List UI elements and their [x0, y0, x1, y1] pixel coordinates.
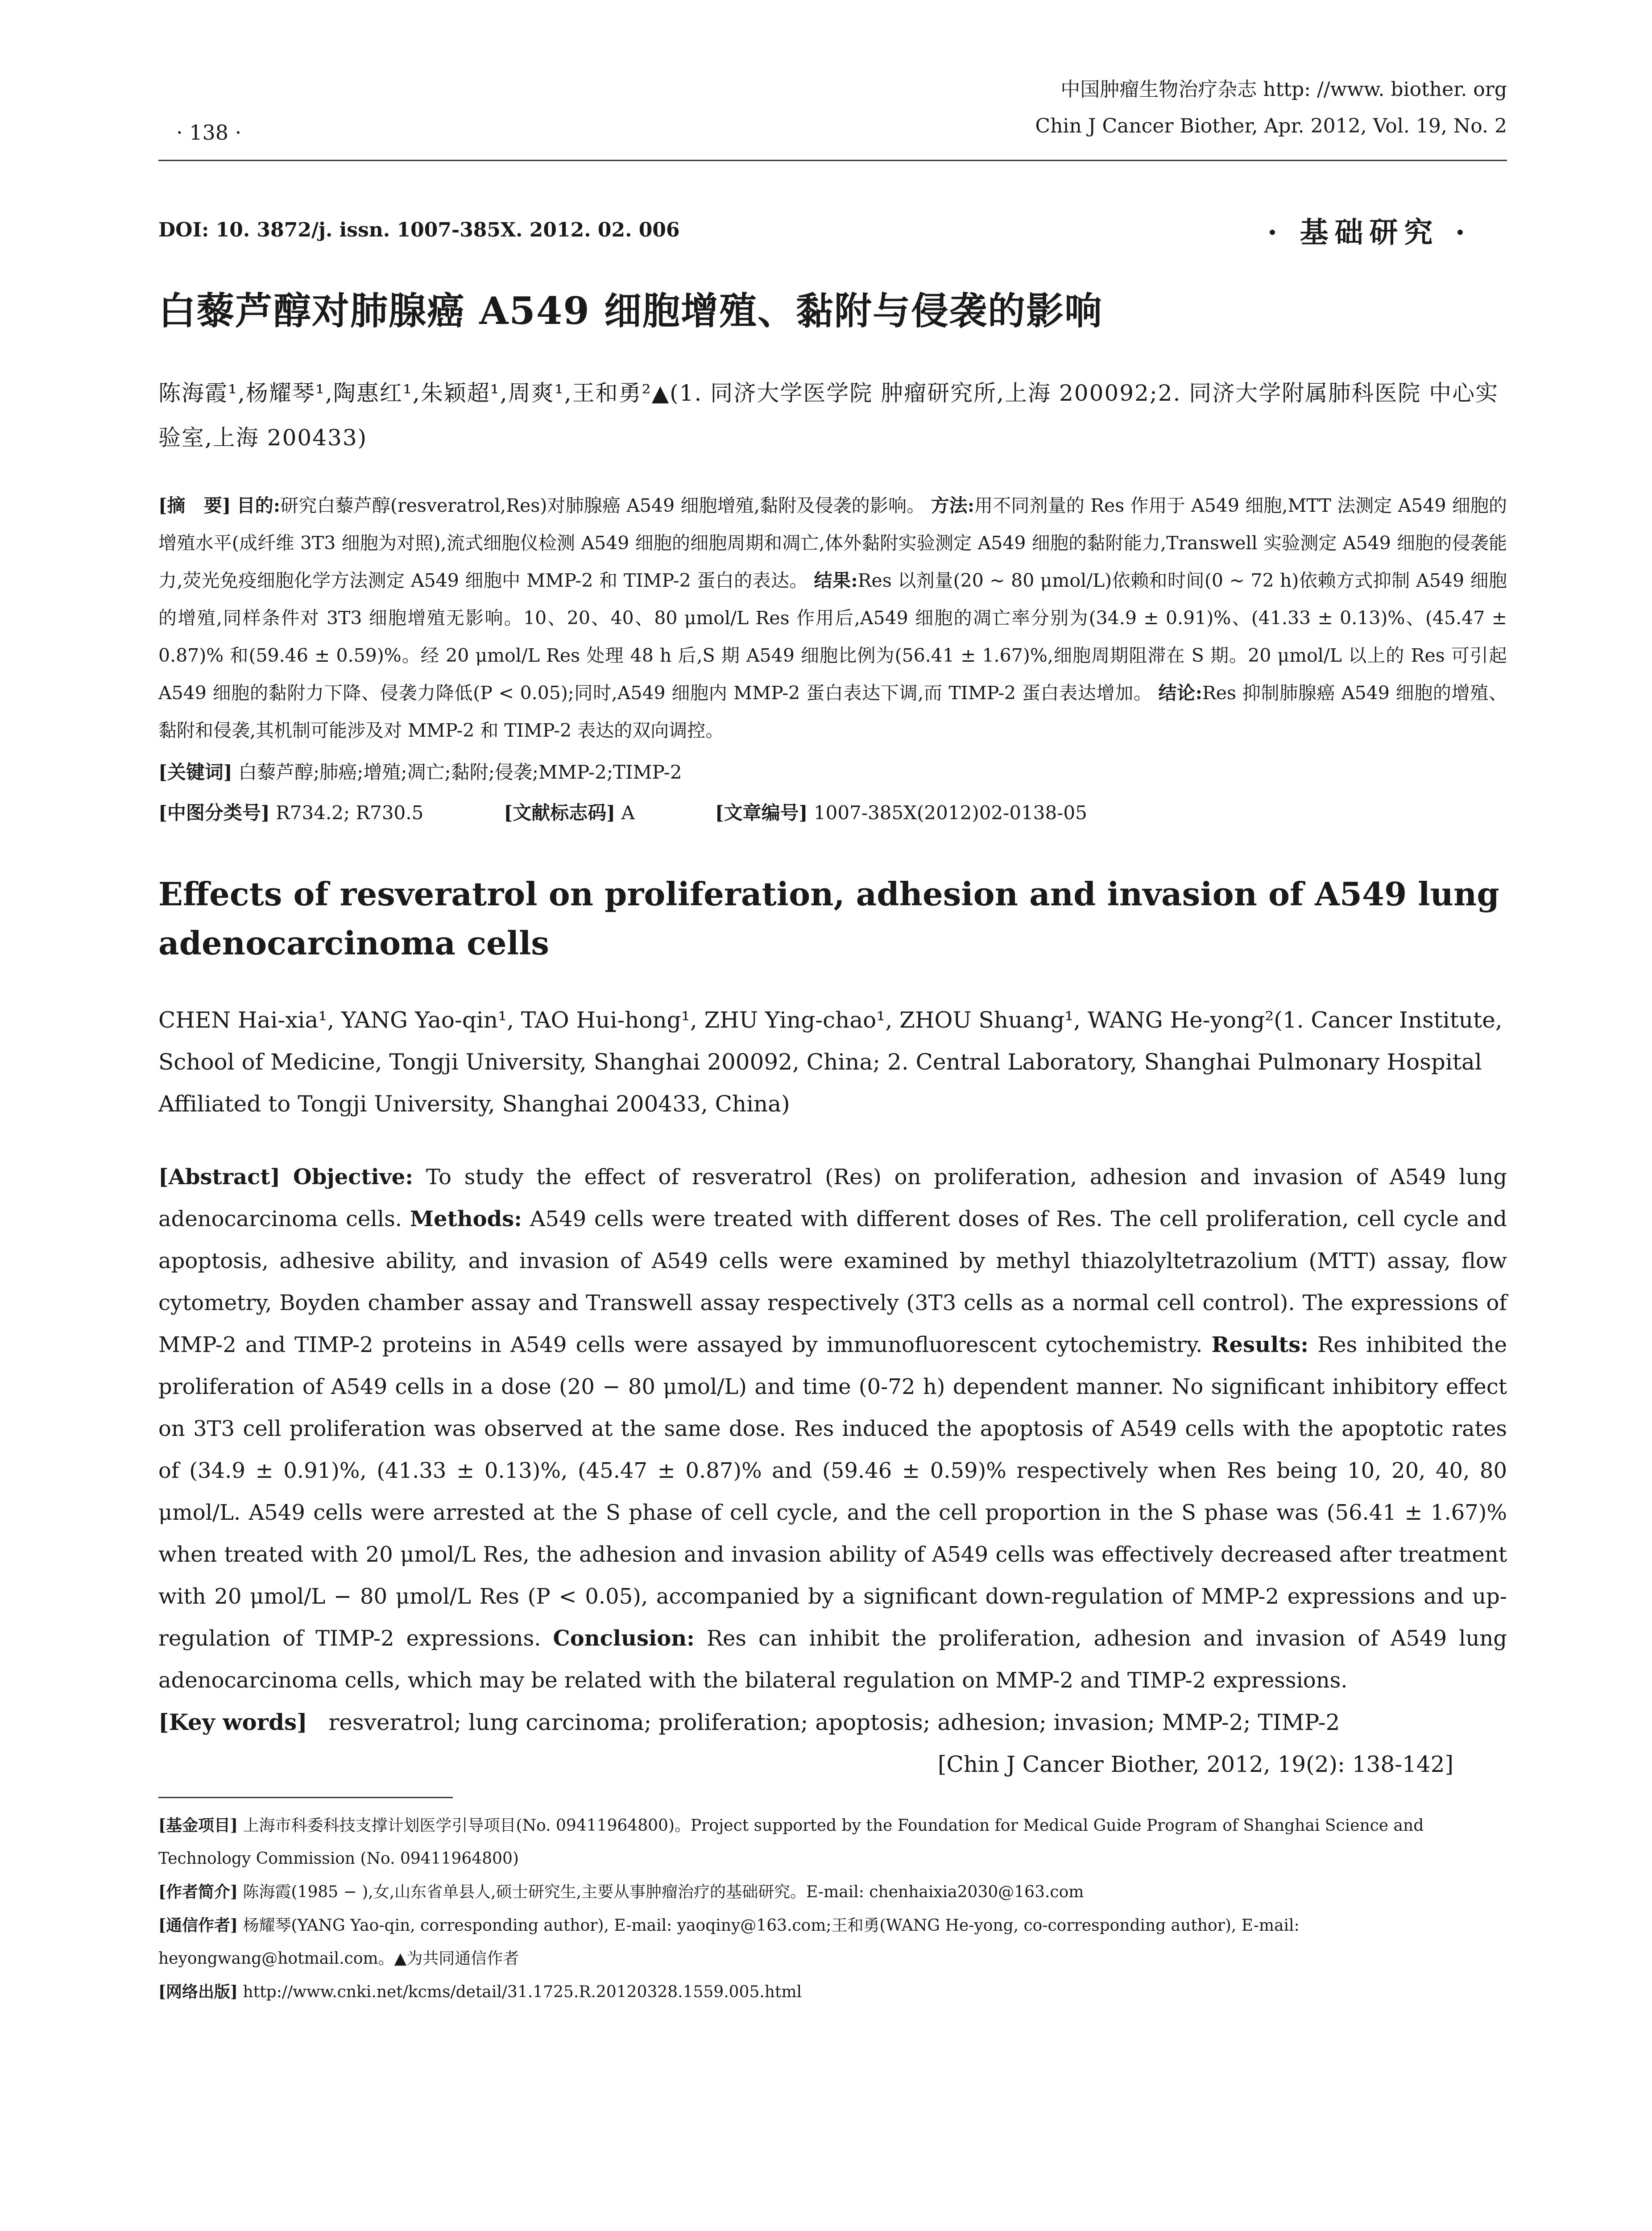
cn-conclusion: Res 抑制肺腺癌 A549 细胞的增殖、黏附和侵袭,其机制可能涉及对 MMP-2 和 TIMP-2 表达的双向调控。	[158, 682, 1507, 741]
cn-results: Res 以剂量(20 ~ 80 μmol/L)依赖和时间(0 ~ 72 h)依赖方式抑制 A549 细胞的增殖,同样条件对 3T3 细胞增殖无影响。10、20、40、80 μmol/L Res 作用后,A549 细胞的凋亡率分别为(34.9 ± 0.91)%、(41.33 ± 0.13)%、(45.47 ± 0.87)% 和(59.46 ± 0.59)%。经 20 μmol/L Res 处理 48 h 后,S 期 A549 细胞比例为(56.41 ± 1.67)%,细胞周期阻滞在 S 期。20 μmol/L 以上的 Res 可引起 A549 细胞的黏附力下降、侵袭力降低(P < 0.05);同时,A549 细胞内 MMP-2 蛋白表达下调,而 TIMP-2 蛋白表达增加。	[158, 570, 1507, 704]
footnote-corresponding	[158, 1909, 1507, 1975]
footnote-text: http://www.cnki.net/kcms/detail/31.1725.R.20120328.1559.005.html	[243, 1983, 802, 2001]
doi-row	[158, 210, 1507, 250]
footnote-author-bio	[158, 1875, 1507, 1909]
footnote-label: [通信作者]	[158, 1916, 238, 1935]
cn-conclusion-label: 结论:	[1158, 682, 1202, 704]
cn-keywords-text: 白藜芦醇;肺癌;增殖;凋亡;黏附;侵袭;MMP-2;TIMP-2	[238, 761, 682, 783]
column-tag: · 基础研究 ·	[1267, 216, 1471, 249]
en-results-label: Results:	[1211, 1332, 1309, 1357]
footnotes	[158, 1809, 1507, 2009]
cn-keywords	[158, 754, 1507, 791]
cn-abstract-label: [摘 要]	[158, 495, 231, 516]
cn-abstract	[158, 487, 1507, 749]
doc-code-block	[504, 798, 634, 825]
en-objective-label: Objective:	[293, 1165, 414, 1190]
en-keywords-label: [Key words]	[158, 1709, 307, 1735]
en-keywords	[158, 1701, 1507, 1743]
page-number: · 138 ·	[176, 120, 242, 145]
cn-objective: 研究白藜芦醇(resveratrol,Res)对肺腺癌 A549 细胞增殖,黏附及侵袭的影响。	[280, 495, 925, 516]
cn-authors: 陈海霞¹,杨耀琴¹,陶惠红¹,朱颖超¹,周爽¹,王和勇²▲(1. 同济大学医学院 肿瘤研究所,上海 200092;2. 同济大学附属肺科医院 中心实验室,上海 200433)	[158, 380, 1499, 451]
footnote-funding	[158, 1809, 1507, 1875]
doi: DOI: 10. 3872/j. issn. 1007-385X. 2012. 02. 006	[158, 219, 680, 241]
running-header	[158, 62, 1507, 161]
footnote-label: [网络出版]	[158, 1982, 238, 2001]
footnote-online	[158, 1975, 1507, 2009]
footnote-text: 上海市科委科技支撑计划医学引导项目(No. 09411964800)。Project supported by the Foundation for Medical Guide Program of Shanghai Science and Technology Commission (No. 09411964800)	[158, 1816, 1424, 1868]
clc-block	[158, 798, 423, 825]
article-no-block	[715, 798, 1087, 825]
cn-results-label: 结果:	[814, 570, 858, 591]
clc-label: [中图分类号]	[158, 802, 270, 824]
article-no-label: [文章编号]	[715, 802, 808, 824]
doc-code-value: A	[621, 802, 635, 824]
journal-info	[1035, 71, 1507, 145]
paper-page	[158, 62, 1507, 2009]
cn-objective-label: 目的:	[236, 495, 280, 516]
footnote-rule	[158, 1797, 453, 1798]
en-abstract-label: [Abstract]	[158, 1165, 281, 1190]
footnote-label: [基金项目]	[158, 1816, 238, 1835]
cn-methods: 用不同剂量的 Res 作用于 A549 细胞,MTT 法测定 A549 细胞的增殖水平(成纤维 3T3 细胞为对照),流式细胞仪检测 A549 细胞的细胞周期和凋亡,体外黏附实验测定 A549 细胞的黏附能力,Transwell 实验测定 A549 细胞的侵袭能力,荧光免疫细胞化学方法测定 A549 细胞中 MMP-2 和 TIMP-2 蛋白的表达。	[158, 495, 1507, 591]
footnote-text: 陈海霞(1985 − ),女,山东省单县人,硕士研究生,主要从事肿瘤治疗的基础研究。E-mail: chenhaixia2030@163.com	[243, 1883, 1084, 1901]
en-methods: A549 cells were treated with different doses of Res. The cell proliferation, cell cycle and apoptosis, adhesive ability, and invasion of A549 cells were examined by methyl thiazolyltetrazolium (MTT) assay, flow cytometry, Boyden chamber assay and Transwell assay respectively (3T3 cells as a normal cell control). The expressions of MMP-2 and TIMP-2 proteins in A549 cells were assayed by immunofluorescent cytochemistry.	[158, 1207, 1507, 1357]
cn-keywords-label: [关键词]	[158, 761, 232, 783]
header-rule	[158, 160, 1507, 161]
citation: [Chin J Cancer Biother, 2012, 19(2): 138-142]	[937, 1751, 1453, 1777]
en-conclusion: Res can inhibit the proliferation, adhesion and invasion of A549 lung adenocarcinoma cells, which may be related with the bilateral regulation on MMP-2 and TIMP-2 expressions.	[158, 1626, 1507, 1693]
cn-methods-label: 方法:	[931, 495, 974, 516]
en-title: Effects of resveratrol on proliferation, adhesion and invasion of A549 lung adenocarcinoma cells	[158, 875, 1499, 962]
en-authors: CHEN Hai-xia¹, YANG Yao-qin¹, TAO Hui-hong¹, ZHU Ying-chao¹, ZHOU Shuang¹, WANG He-yong²(1. Cancer Institute, School of Medicine, Tongji University, Shanghai 200092, China; 2. Central Laboratory, Shanghai Pulmonary Hospital Affiliated to Tongji University, Shanghai 200433, China)	[158, 1007, 1503, 1117]
en-results: Res inhibited the proliferation of A549 cells in a dose (20 − 80 μmol/L) and time (0-72 h) dependent manner. No significant inhibitory effect on 3T3 cell proliferation was observed at the same dose. Res induced the apoptosis of A549 cells with the apoptotic rates of (34.9 ± 0.91)%, (41.33 ± 0.13)%, (45.47 ± 0.87)% and (59.46 ± 0.59)% respectively when Res being 10, 20, 40, 80 μmol/L. A549 cells were arrested at the S phase of cell cycle, and the cell proportion in the S phase was (56.41 ± 1.67)% when treated with 20 μmol/L Res, the adhesion and invasion ability of A549 cells was effectively decreased after treatment with 20 μmol/L − 80 μmol/L Res (P < 0.05), accompanied by a significant down-regulation of MMP-2 expressions and up-regulation of TIMP-2 expressions.	[158, 1332, 1507, 1651]
en-objective: To study the effect of resveratrol (Res) on proliferation, adhesion and invasion of A549 lung adenocarcinoma cells.	[158, 1165, 1507, 1232]
en-methods-label: Methods:	[410, 1207, 522, 1232]
journal-cn-url: 中国肿瘤生物治疗杂志 http: //www. biother. org	[1060, 78, 1507, 101]
cn-classification	[158, 798, 1507, 825]
en-conclusion-label: Conclusion:	[553, 1626, 695, 1651]
cn-title: 白藜芦醇对肺腺癌 A549 细胞增殖、黏附与侵袭的影响	[158, 289, 1103, 333]
doc-code-label: [文献标志码]	[504, 802, 616, 824]
article-no-value: 1007-385X(2012)02-0138-05	[813, 802, 1087, 824]
clc-value: R734.2; R730.5	[276, 802, 424, 824]
footnote-text: 杨耀琴(YANG Yao-qin, corresponding author), E-mail: yaoqiny@163.com;王和勇(WANG He-yong, co-corresponding author), E-mail: heyongwang@hotmail.com。▲为共同通信作者	[158, 1916, 1300, 1968]
journal-issue: Chin J Cancer Biother, Apr. 2012, Vol. 19, No. 2	[1035, 115, 1507, 137]
en-keywords-text: resveratrol; lung carcinoma; proliferation; apoptosis; adhesion; invasion; MMP-2; TIMP-2	[328, 1709, 1340, 1735]
en-abstract	[158, 1156, 1507, 1701]
footnote-label: [作者简介]	[158, 1883, 238, 1901]
